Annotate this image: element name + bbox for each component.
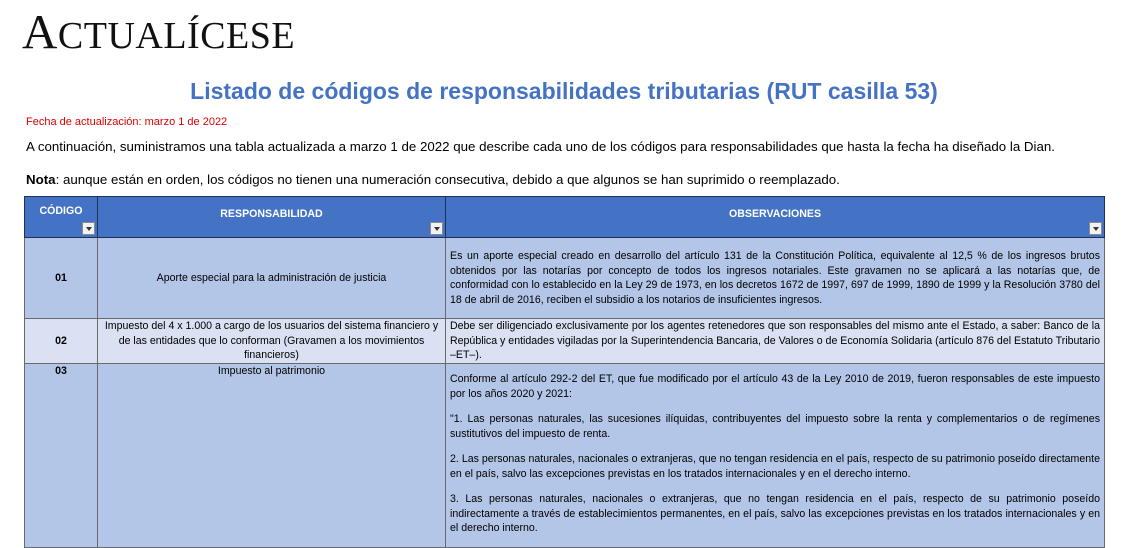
table-row	[25, 238, 1105, 319]
observation-paragraph: Conforme al artículo 292-2 del ET, que fue modificado por el artículo 43 de la Ley 2010 de 2019, fueron responsables de este impuesto por los años 2020 y 2021:	[450, 373, 1100, 400]
filter-dropdown-icon[interactable]	[430, 222, 443, 235]
logo-initial: A	[22, 4, 58, 59]
observations-cell: Debe ser diligenciado exclusivamente por los agentes retenedores que son responsables del mismo ante el Estado, a saber: Banco de la República y entidades vigiladas por la Superintendencia Bancaria, de Valores o de Economía Solidaria (artículo 876 del Estatuto Tributario –ET–).	[446, 319, 1105, 364]
page-title: Listado de códigos de responsabilidades tributarias (RUT casilla 53)	[190, 78, 938, 104]
responsibility-cell: Impuesto del 4 x 1.000 a cargo de los usuarios del sistema financiero y de las entidades que lo conforman (Gravamen a los movimientos financieros)	[98, 319, 446, 364]
filter-dropdown-icon[interactable]	[1089, 222, 1102, 235]
table-header-row	[25, 197, 1105, 238]
code-cell: 02	[25, 319, 98, 364]
responsibilities-table	[24, 196, 1105, 548]
code-cell: 03	[25, 364, 98, 548]
note-text	[26, 172, 840, 187]
code-cell: 01	[25, 238, 98, 319]
table-row	[25, 364, 1105, 548]
intro-text: A continuación, suministramos una tabla actualizada a marzo 1 de 2022 que describe cada uno de los códigos para responsabilidades que hasta la fecha ha diseñado la Dian.	[26, 139, 1055, 154]
header-observations-label: OBSERVACIONES	[728, 208, 822, 220]
observation-paragraph: "1. Las personas naturales, las sucesiones ilíquidas, contribuyentes del impuesto sobre la renta y complementarios o de regímenes sustitutivos del impuesto de renta.	[450, 413, 1100, 440]
header-responsibility-label: RESPONSABILIDAD	[220, 208, 323, 220]
observation-paragraph: 3. Las personas naturales, nacionales o extranjeras, que no tengan residencia en el país, respecto de su patrimonio poseído indirectamente a través de establecimientos permanentes, en el país, salvo las excepciones previstas en los tratados internacionales y en el derecho interno.	[450, 493, 1100, 534]
note-body: : aunque están en orden, los códigos no tienen una numeración consecutiva, debido a que algunos se han suprimido o reemplazado.	[55, 172, 840, 187]
filter-dropdown-icon[interactable]	[82, 222, 95, 235]
note-label: Nota	[26, 172, 56, 187]
observations-cell: Es un aporte especial creado en desarrollo del artículo 131 de la Constitución Política, equivalente al 12,5 % de los ingresos brutos obtenidos por las notarías por concepto de todos los ingresos notariales. Este gravamen no se aplicará a las notarías que, de conformidad con lo establecido en la Ley 29 de 1973, en los decretos 1672 de 1997, 697 de 1999, 1890 de 1999 y la Resolución 3780 del 18 de abril de 2016, reciben el subsidio a los notarios de insuficientes ingresos.	[446, 238, 1105, 319]
header-responsibility	[98, 197, 446, 238]
header-observations	[446, 197, 1105, 238]
actualicese-logo	[22, 6, 295, 62]
header-code-label: CÓDIGO	[39, 205, 83, 217]
table-row	[25, 319, 1105, 364]
responsibility-cell: Aporte especial para la administración de justicia	[98, 238, 446, 319]
observations-cell	[446, 364, 1105, 548]
header-code	[25, 197, 98, 238]
responsibility-cell: Impuesto al patrimonio	[98, 364, 446, 548]
logo-rest: CTUALÍCESE	[57, 15, 296, 57]
observation-paragraph: 2. Las personas naturales, nacionales o extranjeras, que no tengan residencia en el país, respecto de su patrimonio poseído directamente en el país, salvo las excepciones previstas en los tratados internacionales y en el derecho interno.	[450, 453, 1100, 480]
update-date: Fecha de actualización: marzo 1 de 2022	[26, 116, 228, 128]
